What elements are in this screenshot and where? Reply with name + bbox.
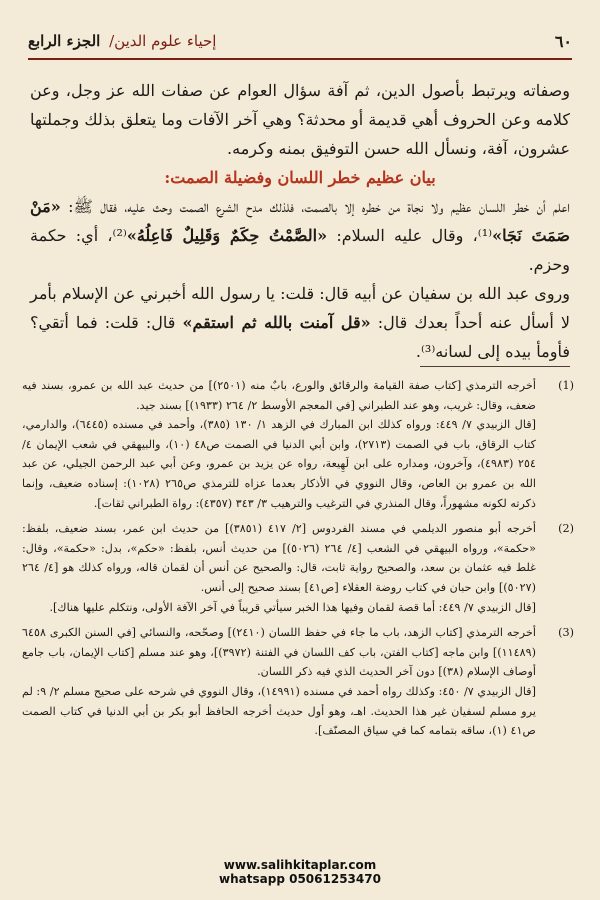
footnote-text: أخرجه الترمذي [كتاب صفة القيامة والرقائق والورع، بابٌ منه (٢٥٠١)] من حديث عبد الله بن عمرو، بسند فيه ضعف، وقال: غريب، وهو عند الطبراني [في المعجم الأوسط ٢/ ٢٦٤ (١٩٣٣)] بسند جيد. <box>22 379 536 412</box>
footnote-separator <box>420 366 570 367</box>
paragraph-2 <box>30 192 570 279</box>
footnotes <box>22 376 574 747</box>
hadith-quote-2: «الصَّمْتُ حِكَمٌ وَقَلِيلٌ فَاعِلُهُ» <box>126 226 328 245</box>
seller-watermark <box>0 858 600 886</box>
hadith-quote-3: «قل آمنت بالله ثم استقم» <box>182 313 371 332</box>
section-heading: بيان عظيم خطر اللسان وفضيلة الصمت: <box>164 168 436 187</box>
header-rule <box>28 58 572 60</box>
footnote-text: [قال الزبيدي ٧/ ٤٤٩: ورواه كذلك ابن المبارك في الزهد ١/ ١٣٠ (٣٨٥)، وأحمد في مسنده (٦٤٤٥)، والدارمي، كتاب الرقاق، باب في الصمت (٢٧١٣)، وابن أبي الدنيا في الصمت ص٤٨ (١٠)، والبيهقي في شعب الإيمان ٤/ ٢٥٤ (٤٩٨٣)، وآخرون، ومداره على ابن لَهِيعة، رواه عن يزيد بن عمرو، وعن أبي عبد الرحمن الجيلي، عن عبد الله بن عمرو بن العاص، وقال النووي في الأذكار بعدما عزاه للترمذي ص٢٦٥ (١٠٢٨): إسناده ضعيف، وإنما ذكرته لكونه مشهوراً، وقال المنذري في الترغيب والترهيب ٣/ ٣٤٣ (٤٣٥٧): رواة الطبراني ثقات]. <box>22 418 537 510</box>
footnote-text: أخرجه أبو منصور الديلمي في مسند الفردوس [٢/ ٤١٧ (٣٨٥١)] من حديث ابن عمر، بسند ضعيف، بلفظ: «حكمة»، ورواه البيهقي في الشعب [٤/ ٢٦٤ (٥٠٢٦)] من حديث أنس، بلفظ: «حكم»، بدل: «حكمة»، وقال: غلط فيه عثمان بن سعد، والصحيح رواية ثابت، قال: والصحيح عن أنس أن لقمان قاله، ورواه كذلك هو [٤/ ٢٦٤ (٥٠٢٧)] وابن حبان في كتاب روضة العقلاء [ص٤١] بسند صحيح إلى أنس. <box>22 522 537 594</box>
footnote-number: (3) <box>558 626 574 640</box>
paragraph-2-text-c: ⁽²⁾، أي: حكمة وحزم. <box>30 226 570 274</box>
footnote <box>22 519 574 617</box>
footnote-body <box>22 623 536 741</box>
watermark-whatsapp: whatsapp 05061253470 <box>219 872 381 886</box>
footnote-body <box>22 376 536 513</box>
page-header <box>28 26 572 56</box>
main-text <box>30 76 570 366</box>
paragraph-2-text-b: ⁽¹⁾، وقال عليه السلام: <box>327 226 493 245</box>
paragraph-2-text-a: اعلم أن خطر اللسان عظيم ولا نجاة من خطره إلا بالصمت، فلذلك مدح الشرع الصمت وحث عليه، فقال ﷺ: <box>60 197 570 216</box>
page-number: ٦٠ <box>554 31 572 51</box>
footnote <box>22 623 574 741</box>
watermark-site: www.salihkitaplar.com <box>223 858 377 872</box>
footnote-body <box>22 519 536 617</box>
footnote-number: (1) <box>558 379 574 392</box>
footnote-number: (2) <box>558 522 574 536</box>
paragraph-3-text-b: قال: قلت: فما أتقي؟ فأومأ بيده إلى لسانه⁽³⁾. <box>30 313 570 361</box>
running-title <box>28 32 216 50</box>
footnote-text: [قال الزبيدي ٧/ ٤٤٩: أما قصة لقمان وفيها هذا الخبر سيأتي قريباً في آخر الآفة الأولى، ونتكلم عليها هناك]. <box>49 600 536 614</box>
book-title: إحياء علوم الدين/ <box>109 32 217 50</box>
paragraph-1: وصفاته ويرتبط بأصول الدين، ثم آفة سؤال العوام عن صفات الله عز وجل، وعن كلامه وعن الحروف أهي قديمة أو محدثة؟ وهي آخر الآفات وما يتعلق بذلك وجملتها عشرون، آفة، ونسأل الله حسن التوفيق بمنه وكرمه. <box>30 81 570 158</box>
part-label: الجزء الرابع <box>28 32 101 50</box>
paragraph-3 <box>30 279 570 366</box>
footnote-text: [قال الزبيدي ٧/ ٤٥٠: وكذلك رواه أحمد في مسنده (١٤٩٩١)، وقال النووي في شرحه على صحيح مسلم ٢/ ٩: لم يرو مسلم لسفيان غير هذا الحديث. اهـ، وهو أول حديث أخرجه الحافظ أبو بكر بن أبي الدنيا في كتاب الصمت ص٤١ (١)، ساقه بتمامه كما في سياق المصنّف]. <box>22 684 537 738</box>
footnote <box>22 376 574 513</box>
paragraph-3-text-a: وروى عبد الله بن سفيان عن أبيه قال: قلت: يا رسول الله أخبرني عن الإسلام بأمر لا أسأل عنه أحداً بعدك قال: <box>30 284 571 332</box>
hadith-quote-1: «مَنْ صَمَتَ نَجَا» <box>30 197 571 245</box>
footnote-text: أخرجه الترمذي [كتاب الزهد، باب ما جاء في حفظ اللسان (٢٤١٠)] وصحّحه، والنسائي [في السنن الكبرى ٦٤٥٨ (١١٤٨٩)] وابن ماجه [كتاب الفتن، باب كف اللسان في الفتنة (٣٩٧٢)]، وهو عند مسلم [كتاب الإيمان، باب جامع أوصاف الإسلام (٣٨)] دون آخر الحديث الذي فيه ذكر اللسان. <box>22 626 537 679</box>
